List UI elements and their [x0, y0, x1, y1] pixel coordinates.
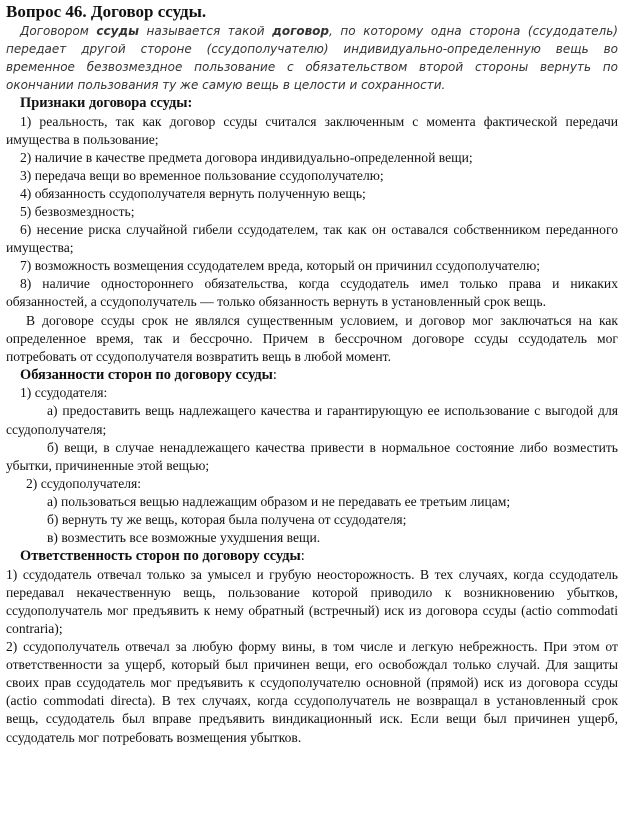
feature-item-2: 2) наличие в качестве предмета договора индивидуально-определенной вещи; — [20, 149, 473, 165]
duties-heading-colon: : — [272, 366, 277, 383]
feature-item-5: 5) безвозмездность; — [20, 203, 135, 219]
definition-text-1: Договором — [20, 24, 97, 38]
feature-item-4: 4) обязанность ссудополучателя вернуть полученную вещь; — [20, 185, 366, 201]
borrower-duty-b: б) вернуть ту же вещь, которая была получена от ссудодателя; — [47, 511, 407, 527]
borrower-duty-c: в) возместить все возможные ухудшения вещи. — [47, 530, 321, 546]
features-heading: Признаки договора ссуды: — [20, 95, 193, 111]
borrower-duty-a: а) пользоваться вещью надлежащим образом и не передавать ее третьим лицам; — [47, 493, 511, 509]
liability-item-1: 1) ссудодатель отвечал только за умысел и грубую неосторожность. В тех случаях, когда ссудодатель передавал некачественную вещь, пользование которой приводило к возникновению убытков, ссудополучатель мог предъявить к нему обратный (встречный) иск из договора ссуды (actio commodati contraria); — [6, 566, 618, 636]
feature-item-7: 7) возможность возмещения ссудодателем вреда, который он причинил ссудополучателю; — [20, 258, 541, 274]
definition-term-dogovor: договор — [272, 24, 330, 38]
feature-item-3: 3) передача вещи во временное пользование ссудополучателю; — [20, 167, 384, 183]
definition-paragraph — [6, 22, 618, 94]
lender-duties-label: 1) ссудодателя: — [20, 385, 108, 401]
definition-text-2: называется такой — [138, 24, 273, 38]
term-paragraph: В договоре ссуды срок не являлся существенным условием, и договор мог заключаться на как определенное время, так и бессрочно. Причем в бессрочном договоре ссуды ссудодатель мог потребовать от ссудополучателя возвратить вещь в любой момент. — [6, 312, 618, 364]
lender-duty-a: а) предоставить вещь надлежащего качества и гарантирующую ее использование с выгодой для ссудополучателя; — [6, 403, 618, 437]
duties-heading-text: Обязанности сторон по договору ссуды — [20, 366, 273, 383]
borrower-duties-label: 2) ссудополучателя: — [26, 475, 142, 491]
liability-item-2: 2) ссудополучатель отвечал за любую форму вины, в том числе и легкую небрежность. При этом от ответственности за ущерб, который был причинен вещи, его освобождал только случай. Для защиты своих прав ссудодатель мог предъявить к ссудополучателю основной (прямой) иск из договора ссуды (actio commodati directa). В тех случаях, когда ссудополучатель не возвращал в установленный срок вещь, ссудодатель был вправе предъявить виндикационный иск. Если вещи был причинен ущерб, ссудодатель мог потребовать возмещения убытков. — [6, 639, 618, 745]
feature-item-6: 6) несение риска случайной гибели ссудодателем, так как он оставался собственником переданного имущества; — [6, 222, 618, 256]
duties-heading — [6, 366, 618, 385]
feature-item-1: 1) реальность, так как договор ссуды считался заключенным с момента фактической передачи имущества в пользование; — [6, 113, 618, 147]
feature-item-8: 8) наличие одностороннего обязательства, когда ссудодатель имел только права и никаких обязанностей, а ссудополучатель — только обязанность вернуть в установленный срок вещь. — [6, 276, 618, 310]
document-title: Вопрос 46. Договор ссуды. — [6, 2, 207, 21]
liability-heading-text: Ответственность сторон по договору ссуды — [20, 548, 301, 565]
liability-heading — [6, 547, 618, 566]
liability-heading-colon: : — [300, 548, 305, 565]
definition-text-3: , по которому одна сторона (ссудодатель) передает другой стороне (ссудополучателю) индивидуально-определенную вещь во временное безвозмездное пользование с обязательством второй стороны вернуть по окончании пользования ту же самую вещь в целости и сохранности. — [6, 24, 618, 92]
definition-term-ssudy: ссуды — [96, 24, 139, 38]
lender-duty-b: б) вещи, в случае ненадлежащего качества привести в нормальное состояние либо возместить убытки, причиненные этой вещью; — [6, 439, 618, 473]
